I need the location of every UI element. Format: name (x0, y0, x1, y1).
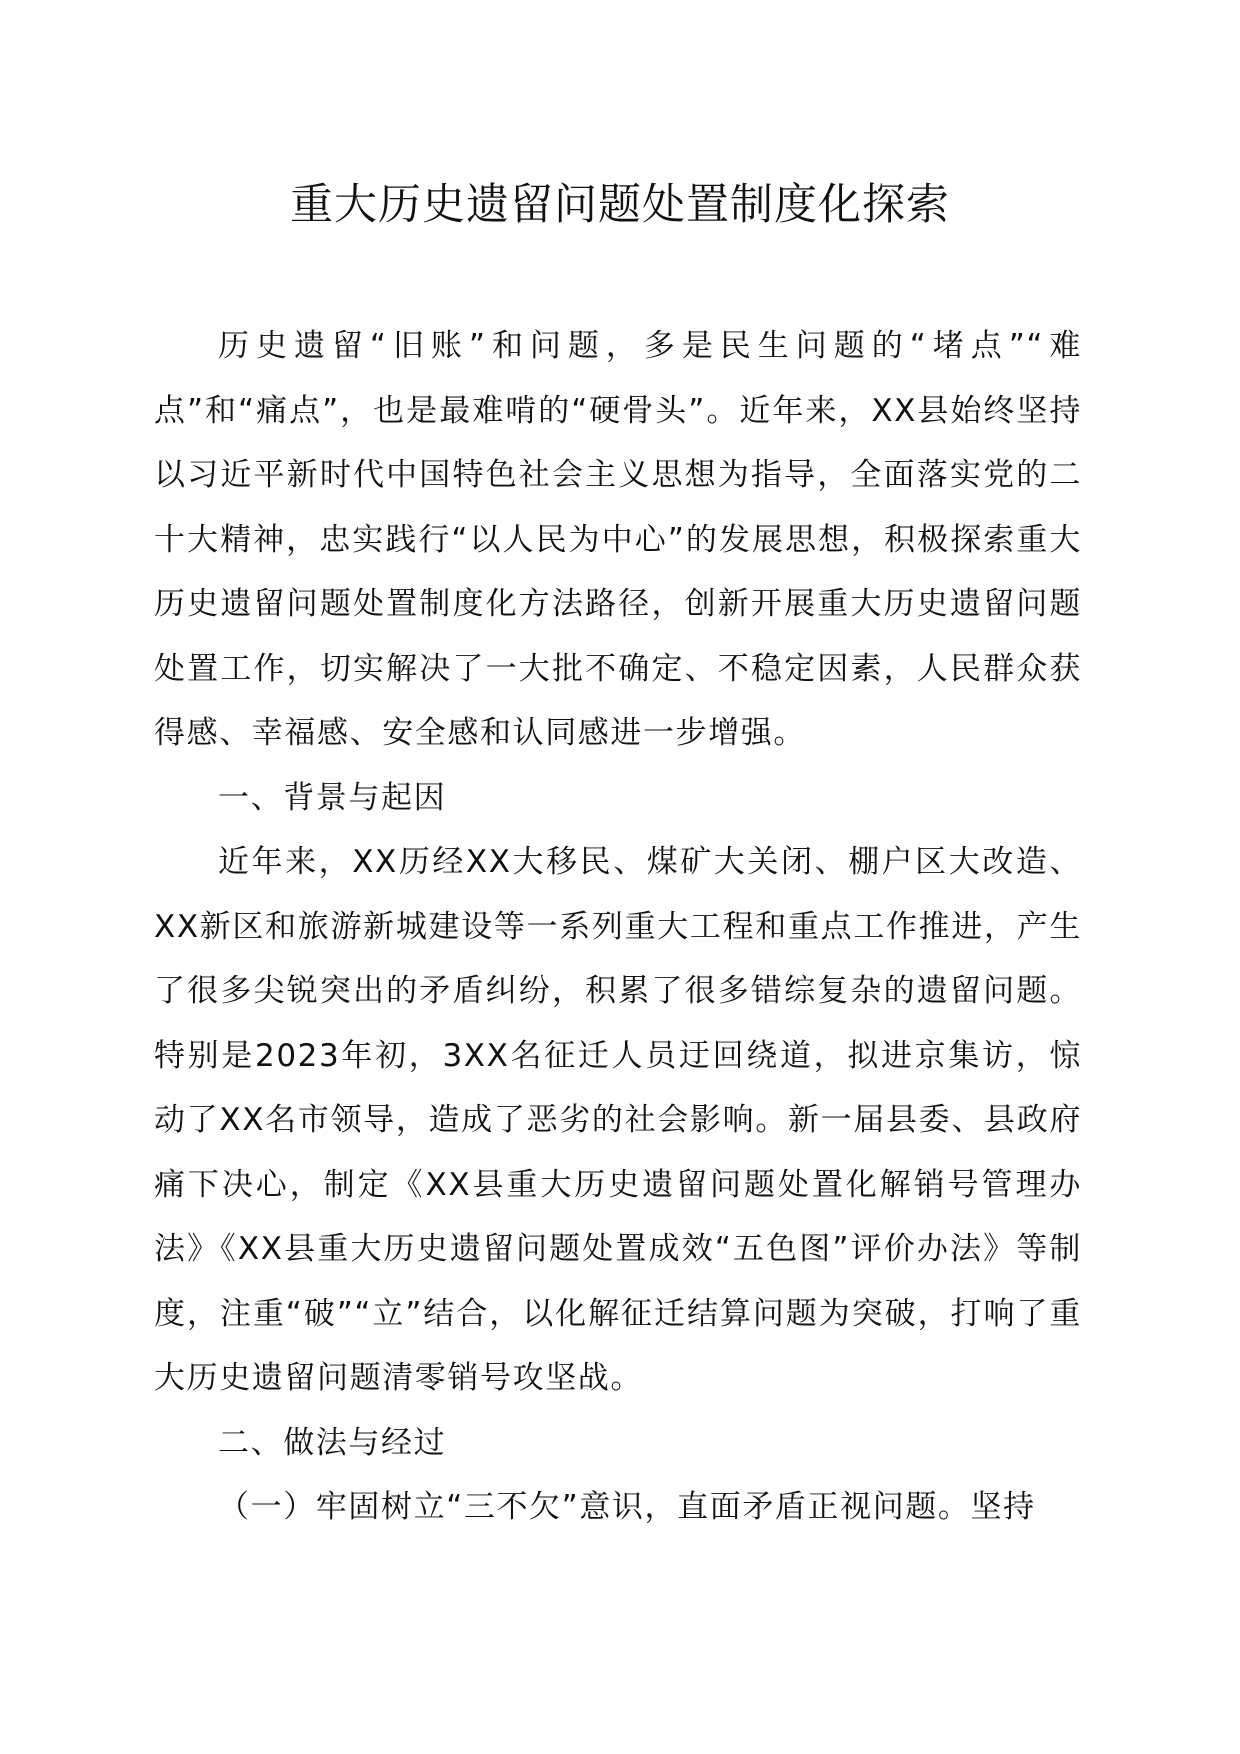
section-heading-practice: 二、做法与经过 (218, 1424, 447, 1461)
background-paragraph: 近年来，XX历经XX大移民、煤矿大关闭、棚户区大改造、XX新区和旅游新城建设等一系列重大工程和重点工作推进，产生了很多尖锐突出的矛盾纠纷，积累了很多错综复杂的遗留问题。特别是2023年初，3XX名征迁人员迂回绕道，拟进京集访，惊动了XX名市领导，造成了恶劣的社会影响。新一届县委、县政府痛下决心，制定《XX县重大历史遗留问题处置化解销号管理办法》《XX县重大历史遗留问题处置成效“五色图”评价办法》等制度，注重“破”“立”结合，以化解征迁结算问题为突破，打响了重大历史遗留问题清零销号攻坚战。 (154, 844, 1082, 1396)
intro-paragraph: 历史遗留“旧账”和问题，多是民生问题的“堵点”“难点”和“痛点”，也是最难啃的“硬骨头”。近年来，XX县始终坚持以习近平新时代中国特色社会主义思想为指导，全面落实党的二十大精神，忠实践行“以人民为中心”的发展思想，积极探索重大历史遗留问题处置制度化方法路径，创新开展重大历史遗留问题处置工作，切实解决了一大批不确定、不稳定因素，人民群众获得感、幸福感、安全感和认同感进一步增强。 (154, 328, 1082, 751)
document-body (154, 314, 1082, 1540)
section-heading-background: 一、背景与起因 (218, 779, 447, 816)
subsection-paragraph-1: （一）牢固树立“三不欠”意识，直面矛盾正视问题。坚持 (218, 1489, 1036, 1525)
document-title: 重大历史遗留问题处置制度化探索 (290, 180, 950, 230)
